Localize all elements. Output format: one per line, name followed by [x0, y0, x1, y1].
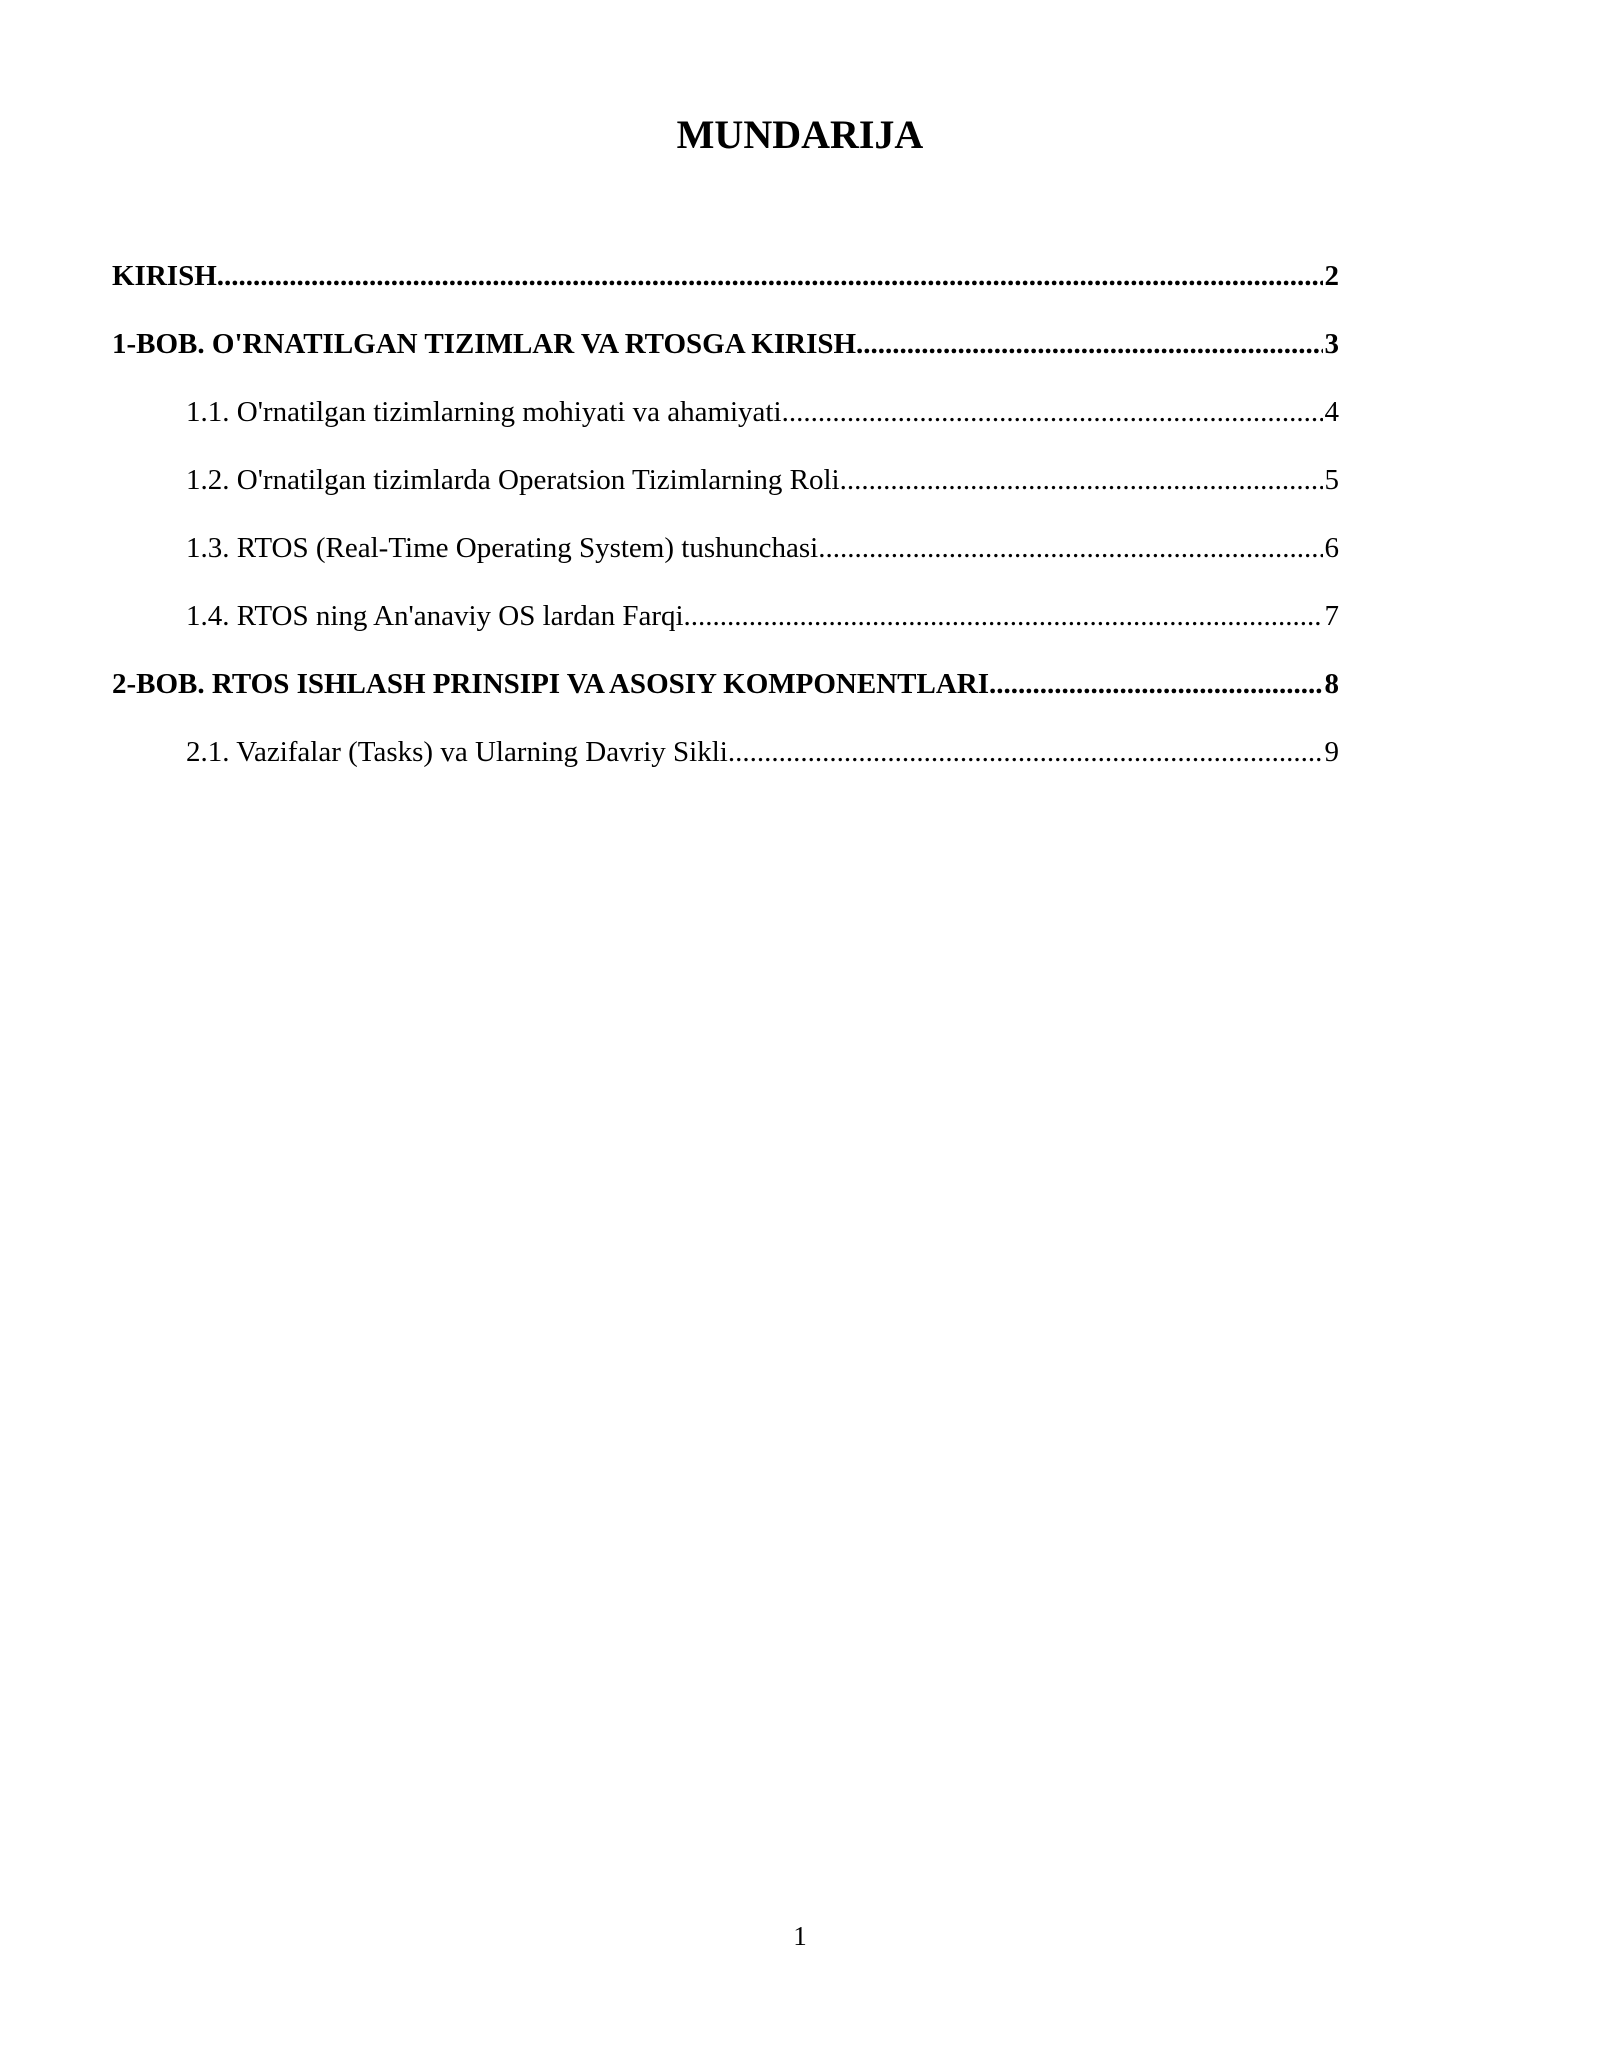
toc-entry-label: 1.1. O'rnatilgan tizimlarning mohiyati va ahamiyati — [186, 396, 782, 428]
toc-leader-dots — [728, 728, 1323, 776]
toc-leader-dots — [856, 320, 1322, 368]
toc-entry-label: 1.3. RTOS (Real-Time Operating System) tushunchasi — [186, 532, 819, 564]
toc-entry-page: 7 — [1324, 600, 1339, 632]
toc-entry-page: 4 — [1324, 396, 1339, 428]
toc-entry-page: 2 — [1324, 260, 1339, 292]
toc-entry-section-1-3[interactable] — [112, 524, 1339, 592]
toc-leader-dots — [217, 252, 1323, 300]
toc-entry-chapter-2[interactable] — [112, 660, 1339, 728]
page-title: MUNDARIJA — [676, 112, 924, 157]
toc-leader-dots — [989, 660, 1323, 708]
toc-entry-page: 8 — [1324, 668, 1339, 700]
toc-entry-page: 5 — [1324, 464, 1339, 496]
toc-entry-page: 3 — [1324, 328, 1339, 360]
toc-entry-label: 2.1. Vazifalar (Tasks) va Ularning Davriy Sikli — [186, 736, 728, 768]
page-number: 1 — [793, 1921, 807, 1951]
table-of-contents — [112, 252, 1339, 796]
toc-entry-label: 1.2. O'rnatilgan tizimlarda Operatsion Tizimlarning Roli — [186, 464, 840, 496]
toc-entry-section-2-1[interactable] — [112, 728, 1339, 796]
toc-leader-dots — [782, 388, 1323, 436]
toc-entry-label: KIRISH — [112, 260, 217, 292]
toc-entry-page: 6 — [1324, 532, 1339, 564]
toc-entry-page: 9 — [1324, 736, 1339, 768]
toc-entry-label: 1-BOB. O'RNATILGAN TIZIMLAR VA RTOSGA KIRISH — [112, 328, 857, 360]
toc-entry-section-1-1[interactable] — [112, 388, 1339, 456]
toc-entry-label: 1.4. RTOS ning An'anaviy OS lardan Farqi — [186, 600, 684, 632]
toc-entry-chapter-1[interactable] — [112, 320, 1339, 388]
toc-leader-dots — [840, 456, 1323, 504]
toc-entry-label: 2-BOB. RTOS ISHLASH PRINSIPI VA ASOSIY KOMPONENTLARI — [112, 668, 989, 700]
toc-leader-dots — [818, 524, 1322, 572]
toc-entry-kirish[interactable] — [112, 252, 1339, 320]
toc-leader-dots — [684, 592, 1323, 640]
toc-entry-section-1-4[interactable] — [112, 592, 1339, 660]
toc-entry-section-1-2[interactable] — [112, 456, 1339, 524]
